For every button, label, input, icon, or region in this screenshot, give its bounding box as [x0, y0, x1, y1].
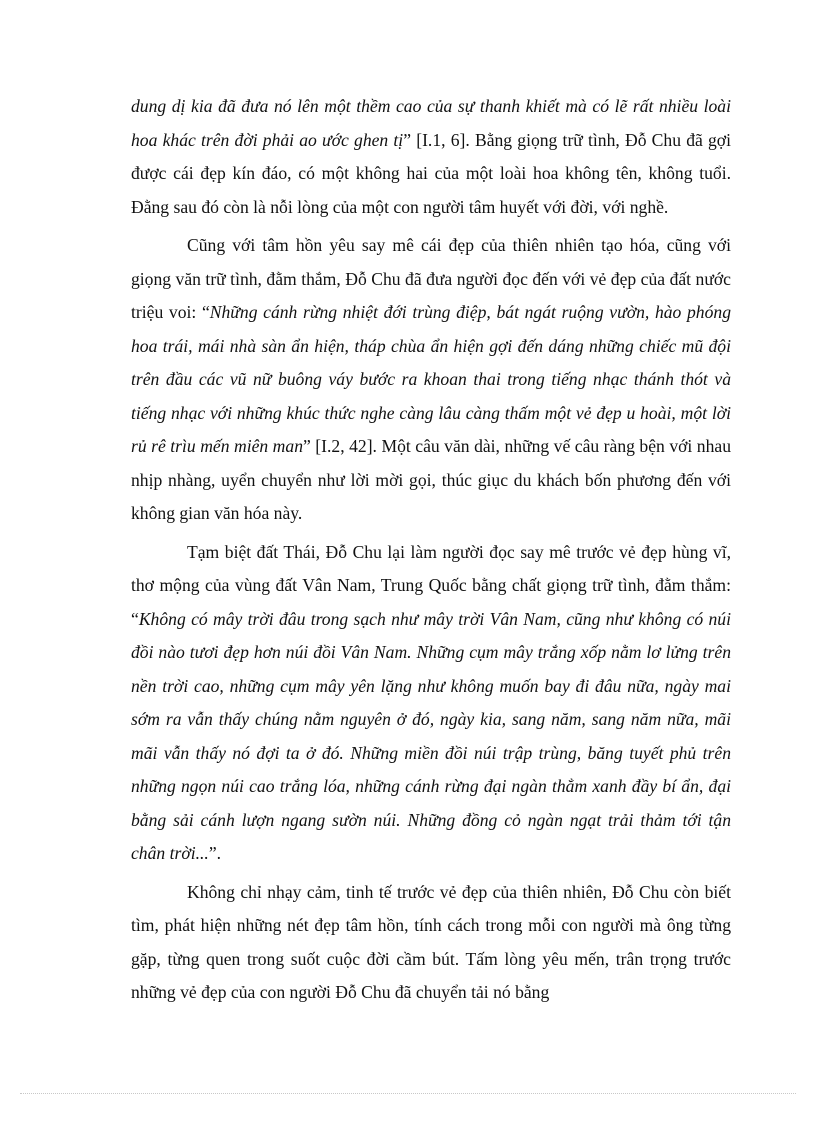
text-segment: ” [I.1, 6]. Bằng giọng trữ tình, Đỗ Chu đã gợi được cái đẹp kín đáo, có một không hai của một loài hoa không tên, không tuổi. Đằng sau đó còn là nỗi lòng của một con người tâm huyết với đời, với nghề.: [131, 129, 731, 217]
text-segment: Tạm biệt đất Thái, Đỗ Chu lại làm người đọc say mê trước vẻ đẹp hùng vĩ, thơ mộng của vùng đất Vân Nam, Trung Quốc bằng chất giọng trữ tình, đằm thắm: “: [131, 541, 731, 629]
paragraph-1: [131, 90, 731, 224]
text-segment: Không chỉ nhạy cảm, tinh tế trước vẻ đẹp của thiên nhiên, Đỗ Chu còn biết tìm, phát hiện những nét đẹp tâm hồn, tính cách trong mỗi con người mà ông từng gặp, từng quen trong suốt cuộc đời cầm bút. Tấm lòng yêu mến, trân trọng trước những vẻ đẹp của con người Đỗ Chu đã chuyển tải nó bằng: [131, 881, 731, 1002]
body-text: [131, 90, 731, 1010]
text-segment: Cũng với tâm hồn yêu say mê cái đẹp của thiên nhiên tạo hóa, cũng với giọng văn trữ tình, đằm thắm, Đỗ Chu đã đưa người đọc đến với vẻ đẹp của đất nước triệu voi: “: [131, 235, 731, 322]
paragraph-3: [131, 536, 731, 871]
text-segment: ”.: [208, 843, 222, 863]
quote-segment: Không có mây trời đâu trong sạch như mây trời Vân Nam, cũng như không có núi đồi nào tươi đẹp hơn núi đồi Vân Nam. Những cụm mây trắng xốp nằm lơ lửng trên nền trời cao, những cụm mây yên lặng như không muốn bay đi đâu nữa, ngày mai sớm ra vẫn thấy chúng nằm nguyên ở đó, ngày kia, sang năm, sang năm nữa, mãi mãi vẫn thấy nó đợi ta ở đó. Những miền đồi núi trập trùng, băng tuyết phủ trên những ngọn núi cao trắng lóa, những cánh rừng đại ngàn thẳm xanh đầy bí ẩn, đại bằng sải cánh lượn ngang sườn núi. Những đồng cỏ ngàn ngạt trải thảm tới tận chân trời...: [131, 608, 731, 863]
quote-segment: dung dị kia đã đưa nó lên một thềm cao của sự thanh khiết mà có lẽ rất nhiều loài hoa khác trên đời phải ao ước ghen tị: [131, 96, 731, 150]
paragraph-2: [131, 229, 731, 531]
paragraph-4: [131, 876, 731, 1010]
text-segment: ” [I.2, 42]. Một câu văn dài, những vế câu ràng bện với nhau nhịp nhàng, uyển chuyển như lời mời gọi, thúc giục du khách bốn phương đến với không gian văn hóa này.: [131, 436, 731, 523]
page-bottom-divider: [20, 1093, 796, 1094]
quote-segment: Những cánh rừng nhiệt đới trùng điệp, bát ngát ruộng vườn, hào phóng hoa trái, mái nhà sàn ẩn hiện, tháp chùa ẩn hiện gợi đến dáng những chiếc mũ đội trên đầu các vũ nữ buông váy bước ra khoan thai trong tiếng nhạc thánh thót và tiếng nhạc với những khúc thức nghe càng lâu càng thấm một vẻ đẹp u hoài, một lời rủ rê trìu mến miên man: [131, 302, 731, 456]
